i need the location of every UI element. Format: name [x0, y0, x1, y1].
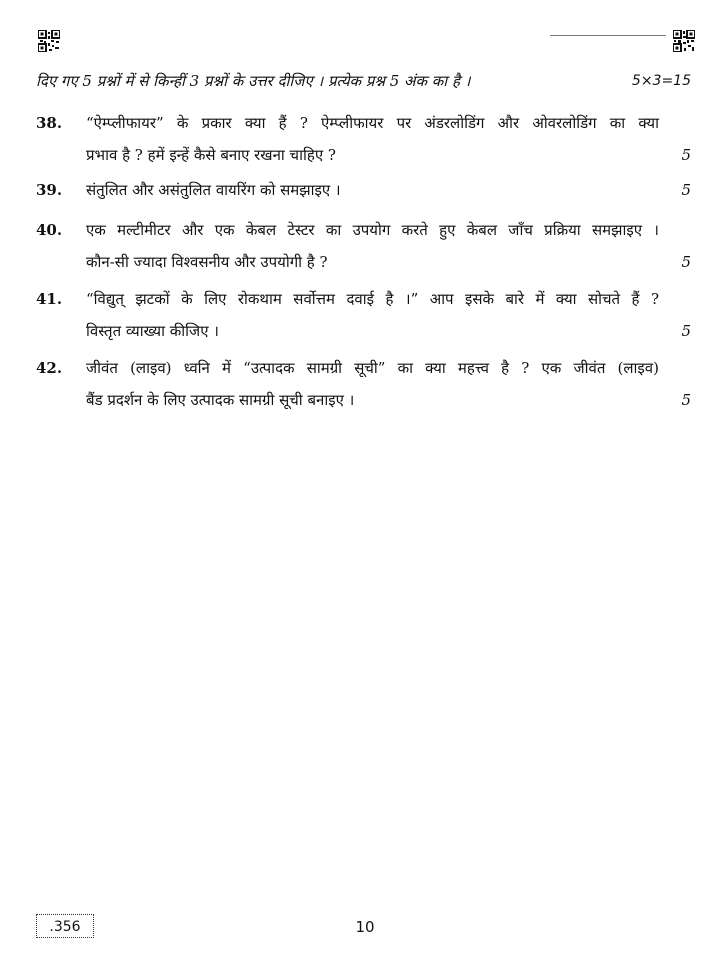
instruction-text: दिए गए 5 प्रश्नों में से किन्हीं 3 प्रश्नों के उत्तर दीजिए । प्रत्येक प्रश्न 5 अंक का है ।	[36, 72, 471, 90]
question-text-line: जीवंत (लाइव) ध्वनि में “उत्पादक सामग्री सूची” का क्या महत्त्व है ? एक जीवंत (लाइव)	[86, 359, 659, 377]
question-number: 39.	[36, 181, 63, 199]
question-marks: 5	[681, 181, 691, 199]
question-text-line: विस्तृत व्याख्या कीजिए ।	[86, 322, 219, 340]
question-marks: 5	[681, 146, 691, 164]
question-number: 42.	[36, 359, 63, 377]
paper-code-box: .356	[36, 914, 94, 938]
question-number: 38.	[36, 114, 63, 132]
section-marks-total: 5×3=15	[631, 73, 691, 89]
question-marks: 5	[681, 391, 691, 409]
question-text-line: “ऐम्प्लीफायर” के प्रकार क्या हैं ? ऐम्प्लीफायर पर अंडरलोडिंग और ओवरलोडिंग का क्या	[86, 114, 659, 132]
question-number: 40.	[36, 221, 63, 239]
question-marks: 5	[681, 322, 691, 340]
section-instruction	[36, 70, 691, 92]
question-text-line: संतुलित और असंतुलित वायरिंग को समझाइए ।	[86, 181, 341, 199]
qr-code-icon	[38, 30, 60, 52]
question-number: 41.	[36, 290, 63, 308]
question-marks: 5	[681, 253, 691, 271]
question-text-line: “विद्युत् झटकों के लिए रोकथाम सर्वोत्तम दवाई है ।” आप इसके बारे में क्या सोचते हैं ?	[86, 290, 659, 308]
question-text-line: कौन-सी ज्यादा विश्वसनीय और उपयोगी है ?	[86, 253, 328, 271]
header-rule	[550, 35, 666, 36]
qr-code-icon	[673, 30, 695, 52]
question-text-line: प्रभाव है ? हमें इन्हें कैसे बनाए रखना चाहिए ?	[86, 146, 336, 164]
question-text-line: एक मल्टीमीटर और एक केबल टेस्टर का उपयोग करते हुए केबल जाँच प्रक्रिया समझाइए ।	[86, 221, 659, 239]
page-number: 10	[355, 918, 375, 936]
question-text-line: बैंड प्रदर्शन के लिए उत्पादक सामग्री सूची बनाइए ।	[86, 391, 355, 409]
